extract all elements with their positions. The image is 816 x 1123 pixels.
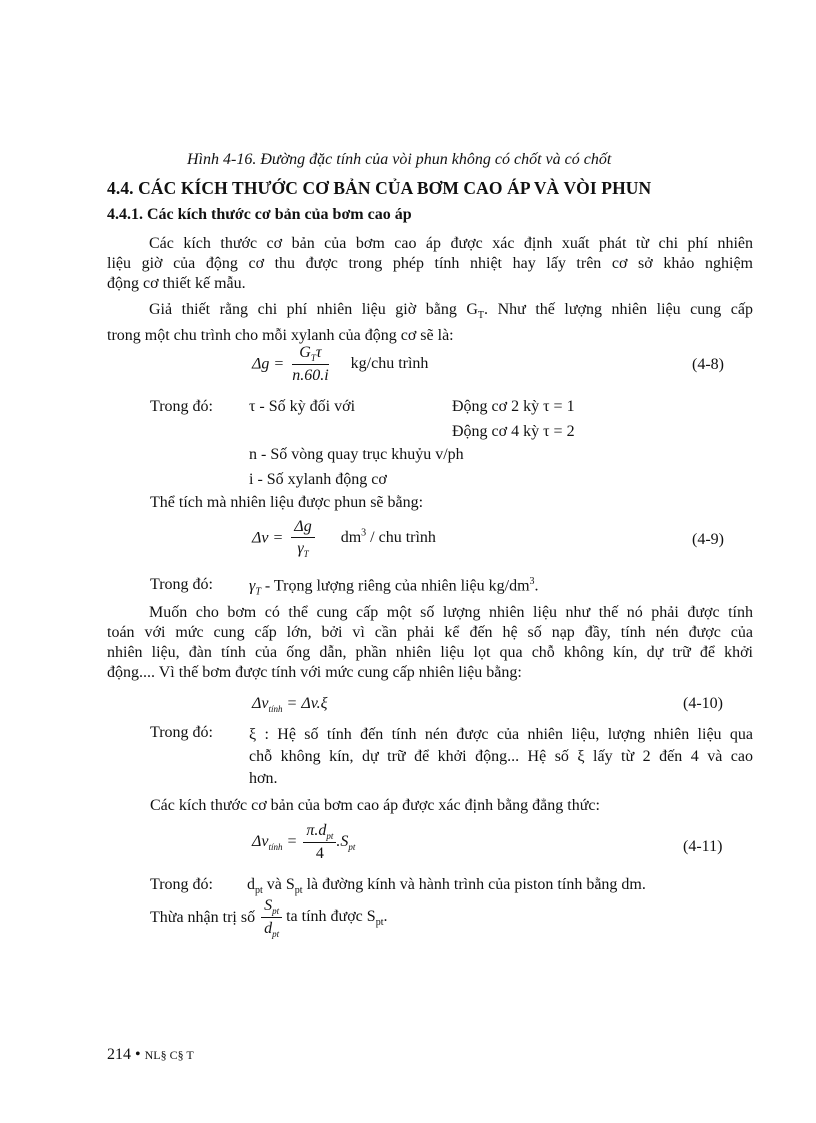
where-label: Trong đó: [150,398,213,415]
eq-den: 4 [315,845,324,863]
gamma-text: - Trọng lượng riêng của nhiên liệu kg/dm [260,577,530,595]
final-post-sub: pt [375,917,384,929]
eq-tail-sub: pt [348,842,356,853]
equation-number: (4-10) [683,695,723,712]
s-symbol: và S [262,876,295,893]
paragraph-line: Các kích thước cơ bản của bơm cao áp được xác định xuất phát từ chi phí nhiên [149,235,753,252]
d-symbol: d [247,876,255,893]
eq-num-sub: pt [326,831,334,842]
where-label: Trong đó: [150,576,213,593]
paragraph-line: động.... Vì thế bơm được tính với mức cung cấp nhiên liệu bằng: [107,664,522,681]
volume-intro: Thể tích mà nhiên liệu được phun sẽ bằng: [150,494,424,511]
xi-line: chỗ không kín, dự trữ để khởi động... Hệ số ξ lấy từ 2 đến 4 và cao [249,748,753,765]
equation-4-9 [252,518,436,559]
i-definition: i - Số xylanh động cơ [249,471,387,488]
final-den-sub: pt [272,929,280,940]
d-sub: pt [255,885,263,897]
paragraph-line: toán với mức cung cấp lớn, bởi vì cần phải kể đến hệ số nạp đầy, tính nén được của [107,624,753,641]
section-heading: 4.4. CÁC KÍCH THƯỚC CƠ BẢN CỦA BƠM CAO ÁP VÀ VÒI PHUN [107,178,652,198]
gamma-definition [249,576,539,598]
eq-num-sub: T [310,353,316,364]
where-label: Trong đó: [150,876,213,893]
eq-lhs: Δv [252,695,269,712]
s-sub: pt [294,885,303,897]
page-number: 214 [107,1046,131,1063]
tau-case-4-stroke: Động cơ 4 kỳ τ = 2 [452,423,575,440]
final-line [150,897,387,939]
eq-den: γ [297,540,304,557]
eq-equals: = [282,833,298,850]
tau-definition: τ - Số kỳ đối với [249,398,356,415]
eq-lhs: Δg = [252,355,285,373]
eq411-intro: Các kích thước cơ bản của bơm cao áp được xác định bằng đẳng thức: [150,797,600,814]
eq-unit: kg/chu trình [350,355,429,373]
figure-caption: Hình 4-16. Đường đặc tính của vòi phun không có chốt và có chốt [187,151,612,168]
final-pre: Thừa nhận trị số [150,909,256,927]
eq-tail: .S [336,833,349,850]
equation-number: (4-9) [692,531,724,548]
eq-num: Δg [291,518,314,538]
eq-rhs: = Δv.ξ [282,695,328,712]
paragraph-supply [107,603,753,683]
gamma-symbol: γ [249,577,256,595]
eq-num: G [299,344,311,361]
paragraph-line: . Như thế lượng nhiên liệu cung cấp [484,301,753,318]
paragraph-line: động cơ thiết kế mẫu. [107,275,246,292]
eq-num-tau: τ [315,344,322,361]
eq-den-sub: T [303,549,309,560]
tau-case-2-stroke: Động cơ 2 kỳ τ = 1 [452,398,575,415]
xi-definition [249,724,753,790]
eq-lhs: Δv [252,833,269,850]
xi-line: hơn. [249,770,278,787]
gamma-sub: T [255,586,261,598]
final-num-sub: pt [272,906,280,917]
eq-den: n.60.i [292,367,329,385]
final-post: ta tính được S [282,908,376,926]
footer-bullet: • [135,1046,141,1063]
subsection-heading: 4.4.1. Các kích thước cơ bản của bơm cao áp [107,206,412,223]
dpt-spt-text: là đường kính và hành trình của piston tính bằng dm. [302,876,646,893]
paragraph-intro [107,234,753,294]
paragraph-line: Muốn cho bơm có thể cung cấp một số lượng nhiên liệu như thế nó phải được tính [149,604,753,621]
final-post-tail: . [383,908,388,926]
eq-unit: dm [340,529,362,547]
subscript: T [477,310,485,322]
paragraph-line: Giả thiết rằng chi phí nhiên liệu giờ bằng G [149,301,478,318]
dpt-spt-definition [247,876,646,896]
paragraph-assumption [107,300,753,346]
eq-unit-tail: / chu trình [366,529,436,547]
footer-text: NL§ C§ T [144,1048,194,1062]
eq-num: π.d [306,822,327,839]
gamma-tail: . [534,577,539,595]
n-definition: n - Số vòng quay trục khuỷu v/ph [249,446,464,463]
equation-number: (4-8) [692,356,724,373]
page-footer [107,1046,194,1064]
equation-4-10 [252,695,327,714]
paragraph-line: trong một chu trình cho mỗi xylanh của động cơ sẽ là: [107,327,454,345]
equation-number: (4-11) [683,838,723,855]
paragraph-line: liệu giờ của động cơ thu được trong phép tính nhiệt hay lấy trên cơ sở khảo nghiệm [107,255,753,272]
final-num: S [264,897,273,914]
eq-lhs-sub: tính [268,842,283,853]
eq-lhs-sub: tính [268,704,283,715]
equation-4-8 [252,344,428,385]
xi-line: ξ : Hệ số tính đến tính nén được của nhiên liệu, lượng nhiên liệu qua [249,726,753,743]
where-label: Trong đó: [150,724,213,741]
eq-unit-sup: 3 [361,527,367,539]
paragraph-line: nhiên liệu, đàn tính của ống dẫn, phần nhiên liệu lọt qua chỗ không kín, dự trữ để khởi [107,644,753,661]
eq-lhs: Δv = [252,529,284,547]
equation-4-11 [252,822,355,863]
final-den: d [264,920,273,938]
gamma-sup: 3 [529,576,535,587]
